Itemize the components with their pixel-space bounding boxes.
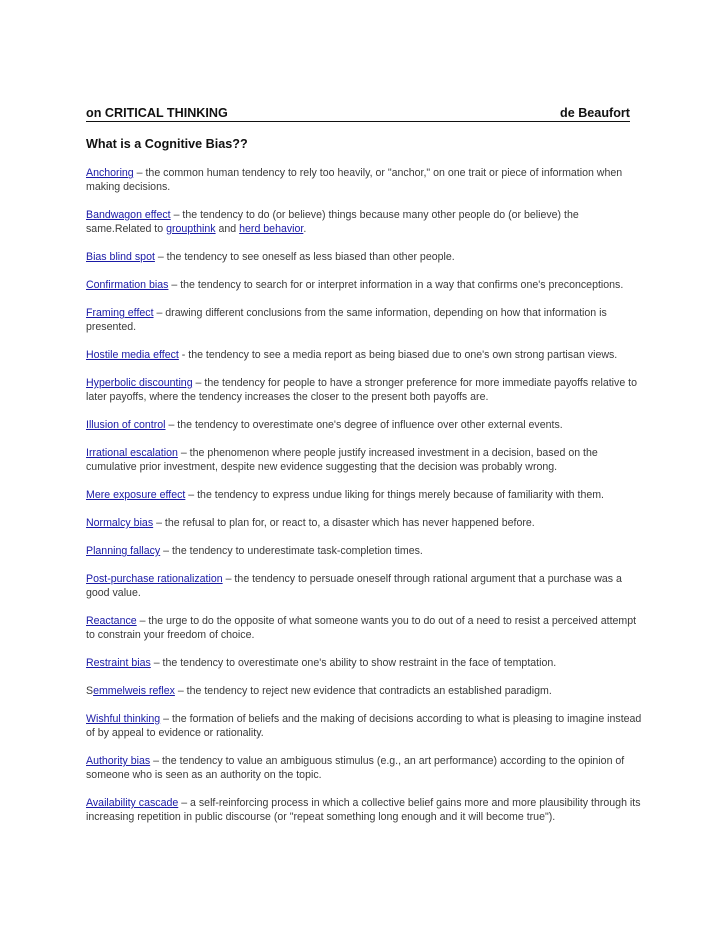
list-item xyxy=(86,684,646,698)
term-link[interactable]: Framing effect xyxy=(86,307,154,319)
definition: – the tendency to reject new evidence that contradicts an established paradigm. xyxy=(174,685,552,697)
list-item xyxy=(86,208,646,236)
list-item xyxy=(86,348,646,362)
definition: – the urge to do the opposite of what someone wants you to do out of a need to resist a perceived attempt to constrain your freedom of choice. xyxy=(86,615,637,641)
list-item xyxy=(86,516,646,530)
list-item xyxy=(86,250,646,264)
term-link[interactable]: emmelweis reflex xyxy=(93,685,175,697)
definition: – the tendency to overestimate one's ability to show restraint in the face of temptation. xyxy=(150,657,557,669)
list-item xyxy=(86,376,646,404)
term-link[interactable]: Post-purchase rationalization xyxy=(86,573,223,585)
term-prefix: S xyxy=(86,685,94,697)
definition: – the tendency to overestimate one's degree of influence over other external events. xyxy=(165,419,563,431)
section-title: What is a Cognitive Bias?? xyxy=(86,137,248,151)
list-item xyxy=(86,754,646,782)
list-item xyxy=(86,278,646,292)
header-left-title: on CRITICAL THINKING xyxy=(86,106,228,120)
definition: – a self-reinforcing process in which a collective belief gains more and more plausibility through its increasing repetition in public discourse (or "repeat something long enough and it will become true"). xyxy=(86,797,641,823)
list-item xyxy=(86,306,646,334)
definition: – the tendency to see oneself as less biased than other people. xyxy=(154,251,455,263)
term-link[interactable]: Confirmation bias xyxy=(86,279,169,291)
term-link[interactable]: Wishful thinking xyxy=(86,713,161,725)
definition-connector: and xyxy=(215,223,240,235)
term-link[interactable]: Hyperbolic discounting xyxy=(86,377,193,389)
list-item xyxy=(86,446,646,474)
term-link[interactable]: Anchoring xyxy=(86,167,134,179)
term-link[interactable]: Bandwagon effect xyxy=(86,209,171,221)
herd-behavior-link[interactable]: herd behavior xyxy=(239,223,304,235)
list-item xyxy=(86,488,646,502)
list-item xyxy=(86,418,646,432)
bias-list xyxy=(86,166,646,838)
list-item xyxy=(86,572,646,600)
page-header xyxy=(86,105,630,122)
list-item xyxy=(86,712,646,740)
definition: – the tendency to express undue liking for things merely because of familiarity with them. xyxy=(185,489,604,501)
definition: – the tendency for people to have a stronger preference for more immediate payoffs relative to later payoffs, where the tendency increases the closer to the present both payoffs are. xyxy=(86,377,637,403)
definition: – the common human tendency to rely too heavily, or "anchor," on one trait or piece of information when making decisions. xyxy=(86,167,623,193)
definition: – the tendency to search for or interpret information in a way that confirms one's preconceptions. xyxy=(168,279,624,291)
list-item xyxy=(86,544,646,558)
definition: – the tendency to value an ambiguous stimulus (e.g., an art performance) according to the opinion of someone who is seen as an authority on the topic. xyxy=(86,755,625,781)
definition: – the tendency to do (or believe) things because many other people do (or believe) the same.Related to xyxy=(86,209,579,235)
term-link[interactable]: Restraint bias xyxy=(86,657,151,669)
list-item xyxy=(86,796,646,824)
list-item xyxy=(86,614,646,642)
header-author: de Beaufort xyxy=(560,106,630,120)
definition: – the tendency to underestimate task-completion times. xyxy=(160,545,423,557)
definition-end: . xyxy=(303,223,307,235)
groupthink-link[interactable]: groupthink xyxy=(166,223,216,235)
definition: – the refusal to plan for, or react to, a disaster which has never happened before. xyxy=(153,517,535,529)
term-link[interactable]: Planning fallacy xyxy=(86,545,161,557)
definition: – the phenomenon where people justify increased investment in a decision, based on the cumulative prior investment, despite new evidence suggesting that the decision was probably wrong. xyxy=(86,447,598,473)
term-link[interactable]: Mere exposure effect xyxy=(86,489,186,501)
term-link[interactable]: Hostile media effect xyxy=(86,349,179,361)
term-link[interactable]: Illusion of control xyxy=(86,419,166,431)
list-item xyxy=(86,166,646,194)
term-link[interactable]: Reactance xyxy=(86,615,137,627)
term-link[interactable]: Availability cascade xyxy=(86,797,179,809)
definition: - the tendency to see a media report as being biased due to one's own strong partisan views. xyxy=(178,349,618,361)
definition: – the formation of beliefs and the making of decisions according to what is pleasing to imagine instead of by appeal to evidence or rationality. xyxy=(86,713,642,739)
term-link[interactable]: Authority bias xyxy=(86,755,151,767)
definition: – the tendency to persuade oneself through rational argument that a purchase was a good value. xyxy=(86,573,622,599)
list-item xyxy=(86,656,646,670)
term-link[interactable]: Normalcy bias xyxy=(86,517,154,529)
definition: – drawing different conclusions from the same information, depending on how that information is presented. xyxy=(86,307,607,333)
term-link[interactable]: Irrational escalation xyxy=(86,447,178,459)
term-link[interactable]: Bias blind spot xyxy=(86,251,155,263)
